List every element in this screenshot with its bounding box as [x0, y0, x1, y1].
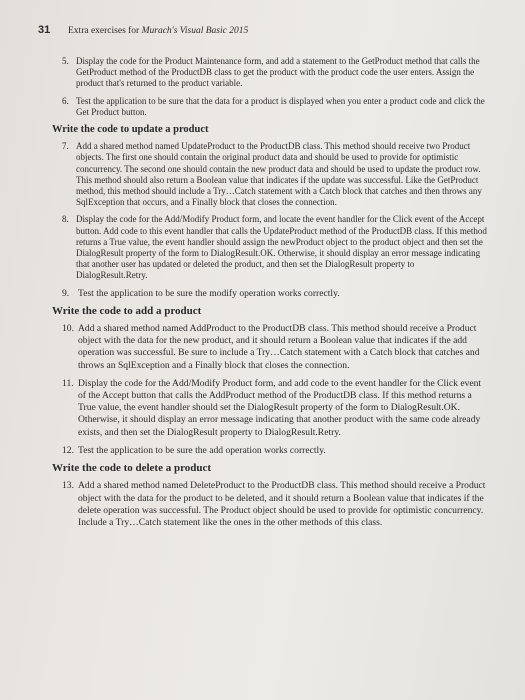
- exercise-item-6: [62, 96, 487, 118]
- exercise-text: Add a shared method named DeleteProduct to the ProductDB class. This method should receive a Product object with the data for the product to be deleted, and it should return a Boolean value that indicates if the delete operation was successful. The Product object should be used to provide for optimistic concurrency. Include a Try…Catch statement like the ones in the other methods of this class.: [78, 480, 486, 528]
- exercise-item-5: [62, 56, 487, 90]
- exercise-number: 6.: [62, 95, 69, 106]
- exercise-item-7: [62, 141, 487, 208]
- exercise-item-10: [62, 323, 487, 372]
- exercise-text: Test the application to be sure the modify operation works correctly.: [78, 287, 340, 299]
- exercise-item-9: [62, 288, 487, 300]
- exercise-text: Test the application to be sure that the data for a product is displayed when you enter a product code and click the Get Product button.: [76, 95, 485, 117]
- exercise-number: 9.: [62, 287, 70, 299]
- exercise-number: 7.: [62, 141, 69, 152]
- running-head-book-title: Murach's Visual Basic 2015: [141, 26, 249, 36]
- exercise-number: 8.: [62, 214, 69, 225]
- exercise-text: Display the code for the Add/Modify Product form, and add code to the event handler for the Click event of the Accept button that calls the AddProduct method of the ProductDB class. If this method returns a True value, the event handler should set the DialogResult property of the form to DialogResult.OK. Otherwise, it should display an error message indicating that another product with the same code already exists, and then set the DialogResult property to DialogResult.Retry.: [78, 377, 482, 438]
- exercise-list: [52, 56, 487, 535]
- section-heading-delete: Write the code to delete a product: [52, 462, 212, 475]
- exercise-number: 10.: [62, 323, 74, 335]
- exercise-text: Add a shared method named AddProduct to the ProductDB class. This method should receive a Product object with the data for the new product, and it should return a Boolean value that indicates if the add operation was successful. Be sure to include a Try…Catch statement with a Catch block that catches and throws an SqlException and a Finally block that closes the connection.: [78, 323, 480, 371]
- exercise-text: Test the application to be sure the add operation works correctly.: [78, 444, 326, 456]
- exercise-number: 5.: [62, 56, 69, 66]
- exercise-item-12: [62, 445, 487, 457]
- exercise-item-8: [62, 214, 487, 281]
- exercise-text: Display the code for the Product Maintenance form, and add a statement to the GetProduct method that calls the GetProduct method of the ProductDB class to get the product with the product code the user enters. Assign the product that's returned to the product variable.: [76, 56, 480, 89]
- exercise-text: Display the code for the Add/Modify Product form, and locate the event handler for the Click event of the Accept button. Add code to this event handler that calls the UpdateProduct method of the ProductDB class. If this method returns a True value, the event handler should assign the newProduct object to the product object and then set the DialogResult property of the form to DialogResult.OK. Otherwise, it should display an error message indicating that another user has updated or deleted the product, and then set the DialogResult property to DialogResult.Retry.: [76, 214, 487, 281]
- section-heading-update: Write the code to update a product: [52, 124, 209, 136]
- section-heading-add: Write the code to add a product: [52, 304, 202, 317]
- exercise-item-11: [62, 378, 487, 439]
- exercise-number: 12.: [62, 444, 74, 456]
- exercise-number: 11.: [62, 377, 74, 389]
- running-head: [68, 26, 248, 36]
- page-number: 31: [38, 24, 51, 36]
- exercise-text: Add a shared method named UpdateProduct to the ProductDB class. This method should receive two Product objects. The first one should contain the original product data and should be used to provide for optimistic concurrency. The second one should contain the new product data and should be used to update the product row. This method should also return a Boolean value that indicates if the update was successful. Like the GetProduct method, this method should include a Try…Catch statement with a Catch block that catches and then throws any SqlException that occurs, and a Finally block that closes the connection.: [76, 141, 482, 208]
- exercise-item-13: [62, 480, 487, 529]
- running-head-prefix: Extra exercises for: [68, 26, 142, 36]
- page-header: [38, 24, 495, 36]
- exercise-number: 13.: [62, 480, 74, 492]
